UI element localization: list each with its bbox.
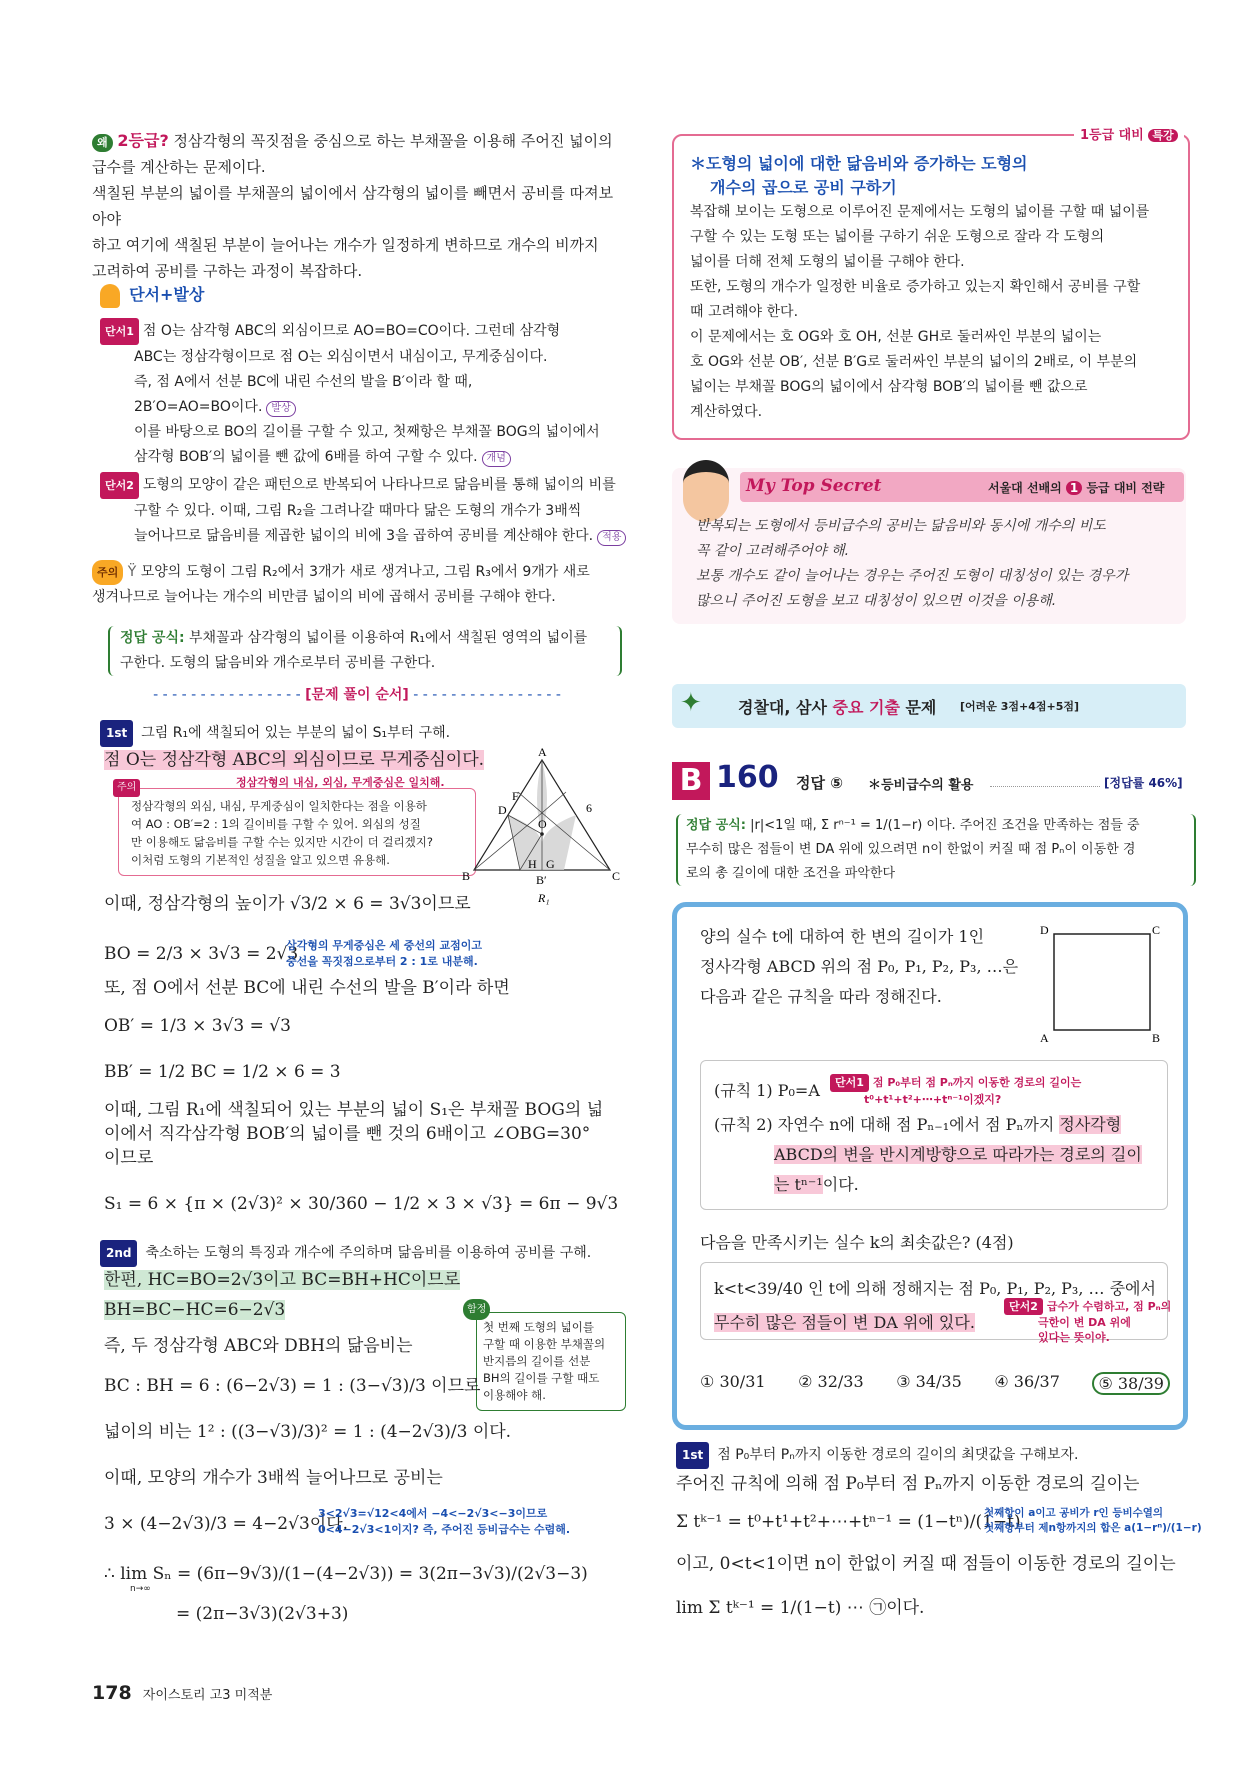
condition-line-1: k<t<39/40 인 t에 의해 정해지는 점 P₀, P₁, P₂, P₃, … 중에서: [714, 1279, 1156, 1298]
tip-line-8: 계산하였다.: [690, 404, 763, 420]
trap-line-4: 이용해야 해.: [483, 1388, 546, 1402]
geo-note-1: 첫째항부터 제n항까지의 합은 a(1−rⁿ)/(1−r): [984, 1522, 1202, 1534]
step1-para-2: 이므로: [104, 1148, 154, 1168]
triangle-figure: [462, 742, 632, 906]
converge-note: [318, 1506, 570, 1538]
choice-1[interactable]: [700, 1372, 766, 1395]
limit-sub: n→∞: [130, 1584, 151, 1594]
sq-label-D: D: [1040, 923, 1049, 937]
label-B-prime: B′: [536, 873, 547, 887]
why-badge: 왜: [92, 134, 113, 152]
stmt-line-2: 다음과 같은 규칙을 따라 정해진다.: [700, 987, 942, 1006]
condition-note-2: 있다는 뜻이야.: [1038, 1331, 1110, 1344]
why-line-1: 급수를 계산하는 문제이다.: [92, 158, 266, 176]
banner-difficulty: [어려운 3점+4점+5점]: [960, 700, 1080, 713]
caution-block: [92, 560, 632, 610]
clue-2-line-2: 늘어나므로 닮음비를 제곱한 넓이의 비에 3을 곱하여 공비를 계산해야 한다.: [134, 528, 594, 544]
tip-line-7: 넓이는 부채꼴 BOG의 넓이에서 삼각형 BOB′의 넓이를 뺀 값으로: [690, 379, 1088, 395]
label-F: F: [512, 789, 519, 803]
clue-header: [100, 282, 204, 308]
y-shape-icon: Ÿ: [127, 564, 137, 580]
step2-hl-1: [104, 1268, 460, 1292]
tip-line-3: 또한, 도형의 개수가 일정한 비율로 증가하고 있는지 확인해서 공비를 구할: [690, 279, 1141, 295]
sol-line-1: 주어진 규칙에 의해 점 P₀부터 점 Pₙ까지 이동한 경로의 길이는: [676, 1474, 1140, 1494]
clue-2-tag: 단서2: [100, 472, 139, 499]
answer-rate: [정답률 46%]: [1104, 776, 1183, 790]
solution-order-title: [문제 풀이 순서]: [305, 687, 409, 703]
choice-2-num: ②: [798, 1372, 813, 1391]
converge-note-0: 3<2√3=√12<4에서 −4<−2√3<−3이므로: [318, 1507, 548, 1520]
rule-note: [830, 1074, 1081, 1108]
step1-line-ob: OB′ = 1/3 × 3√3 = √3: [104, 1016, 291, 1036]
caution-line-0: 모양의 도형이 그림 R₂에서 3개가 새로 생겨나고, 그림 R₃에서 9개가 새로: [140, 564, 590, 580]
trap-line-3: BH의 길이를 구할 때도: [483, 1371, 600, 1385]
clue-1-line-0: 점 O는 삼각형 ABC의 외심이므로 AO=BO=CO이다. 그런데 삼각형: [142, 323, 561, 339]
condition-line-2-text: 무수히 많은 점들이 변 DA 위에 있다.: [714, 1313, 975, 1332]
answer-choices: [700, 1372, 1170, 1395]
answer-label: 정답 ⑤: [796, 774, 843, 792]
tip-line-4: 때 고려해야 한다.: [690, 304, 799, 320]
label-A: A: [538, 745, 547, 759]
step1-text: 그림 R₁에 색칠되어 있는 부분의 넓이 S₁부터 구해.: [141, 725, 451, 741]
dotted-leader: [990, 786, 1100, 787]
clue-1-block: [100, 318, 630, 549]
centroid-note: [286, 938, 482, 970]
section-banner: [672, 684, 1186, 728]
condition-tag: 단서2: [1004, 1298, 1043, 1315]
step2-line-ratio: 즉, 두 정삼각형 ABC와 DBH의 닮음비는: [104, 1336, 413, 1356]
rule-2: [714, 1110, 1164, 1200]
choice-2-value: 32/33: [817, 1372, 864, 1391]
problem-formula-2: 로의 총 길이에 대한 조건을 파악한다: [686, 866, 896, 881]
step1-para-1: 이에서 직각삼각형 BOB′의 넓이를 뺀 것의 6배이고 ∠OBG=30°: [104, 1124, 591, 1144]
square-figure: [1036, 920, 1166, 1050]
rule-2-hl2: ABCD의 변을 반시계방향으로 따라가는 경로의 길이: [774, 1145, 1142, 1164]
choice-3[interactable]: [896, 1372, 962, 1395]
choice-4-num: ④: [994, 1372, 1009, 1391]
problem-statement: [700, 922, 1030, 1012]
secret-line-1: 꼭 같이 고려해주어야 해.: [696, 543, 850, 559]
first-grade-label-text: 1등급 대비: [1080, 128, 1144, 143]
step2-line-bc-bh: BC : BH = 6 : (6−2√3) = 1 : (3−√3)/3 이므로: [104, 1376, 481, 1396]
rule-note-tag: 단서1: [830, 1074, 869, 1092]
question-text: 다음을 만족시키는 실수 k의 최솟값은? (4점): [700, 1233, 1014, 1252]
why-line-4: 고려하여 공비를 구하는 과정이 복잡하다.: [92, 262, 363, 280]
rule-note-1: t⁰+t¹+t²+⋯+tⁿ⁻¹이겠지?: [864, 1093, 1002, 1106]
clue-1-line-4: 이를 바탕으로 BO의 길이를 구할 수 있고, 첫째항은 부채꼴 BOG의 넓이에서: [134, 424, 600, 440]
label-R1: R₁: [538, 891, 550, 905]
clue-1-tag: 단서1: [100, 318, 139, 345]
step1-line-foot: 또, 점 O에서 선분 BC에 내린 수선의 발을 B′이라 하면: [104, 978, 510, 998]
secret-num: 1: [1066, 481, 1082, 495]
rule-2-a: (규칙 2) 자연수 n에 대해 점 Pₙ₋₁에서 점 Pₙ까지: [714, 1115, 1055, 1134]
banner-title-b: 중요 기출: [832, 698, 900, 717]
choice-3-value: 34/35: [915, 1372, 962, 1391]
concept-tag: 개념: [482, 451, 511, 467]
avatar: [680, 460, 732, 520]
sol-step1-header: [676, 1442, 1078, 1469]
why-line-2: 색칠된 부분의 넓이를 부채꼴의 넓이에서 삼각형의 넓이를 빼면서 공비를 따져보아야: [92, 184, 614, 228]
label-C: C: [612, 869, 621, 883]
step1-para-0: 이때, 그림 R₁에 색칠되어 있는 부분의 넓이 S₁은 부채꼴 BOG의 넓: [104, 1100, 604, 1120]
caution-line-1: 생겨나므로 늘어나는 개수의 비만큼 넓이의 비에 곱해서 공비를 구해야 한다.: [92, 589, 556, 605]
stmt-line-0: 양의 실수 t에 대하여 한 변의 길이가 1인: [700, 927, 985, 946]
centroid-note-1: 중선을 꼭짓점으로부터 2 : 1로 내분해.: [286, 955, 478, 968]
why-line-3: 하고 여기에 색칠된 부분이 늘어나는 개수가 일정하게 변하므로 개수의 비까지: [92, 236, 599, 254]
tip-line-5: 이 문제에서는 호 OG와 호 OH, 선분 GH로 둘러싸인 부분의 넓이는: [690, 329, 1102, 345]
choice-5-value: 38/39: [1117, 1374, 1164, 1393]
trap-tag: 함정: [463, 1299, 490, 1320]
why-2nd-grade-section: [92, 128, 622, 284]
solution-order-divider: - - - - - - - - - - - - - - - - [문제 풀이 순서] - - - - - - - - - - - - - - - -: [153, 687, 561, 703]
step1-hl-text: 점 O는 정삼각형 ABC의 외심이므로 무게중심이다.: [104, 750, 485, 770]
choice-4[interactable]: [994, 1372, 1060, 1395]
clue-2-line-0: 도형의 모양이 같은 패턴으로 반복되어 나타나므로 닮음비를 통해 넓이의 비를: [142, 477, 616, 493]
centroid-note-0: 삼각형의 무게중심은 세 중선의 교점이고: [286, 939, 482, 952]
tip-line-0: 복잡해 보이는 도형으로 이루어진 문제에서는 도형의 넓이를 구할 때 넓이를: [690, 204, 1150, 220]
label-B: B: [462, 869, 471, 883]
label-six: 6: [586, 801, 592, 815]
top-secret-header: [740, 472, 1184, 502]
clue-1-line-1: ABC는 정삼각형이므로 점 O는 외심이면서 내심이고, 무게중심이다.: [134, 349, 548, 365]
problem-topic: ＊등비급수의 활용: [868, 778, 974, 793]
step1-line-bb: BB′ = 1/2 BC = 1/2 × 6 = 3: [104, 1062, 341, 1082]
step2-hl1-text: 한편, HC=BO=2√3이고 BC=BH+HC이므로: [104, 1270, 461, 1290]
choice-2[interactable]: [798, 1372, 864, 1395]
tip-title-2: 개수의 곱으로 공비 구하기: [710, 178, 897, 197]
first-grade-label: [1074, 124, 1184, 143]
problem-formula-1: 무수히 많은 점들이 변 DA 위에 있으려면 n이 한없이 커질 때 점 Pₙ이 이동한 경: [686, 842, 1136, 857]
clue-1-line-2: 즉, 점 A에서 선분 BC에 내린 수선의 발을 B′이라 할 때,: [134, 374, 473, 390]
rule-note-0: 점 P₀부터 점 Pₙ까지 이동한 경로의 길이는: [872, 1076, 1082, 1089]
condition-note-0: 급수가 수렴하고, 점 Pₙ의: [1046, 1300, 1172, 1313]
sq-label-B: B: [1152, 1031, 1161, 1045]
banner-title-c: 문제: [899, 698, 937, 717]
sol-line-sum: Σ tᵏ⁻¹ = t⁰+t¹+t²+⋯+tⁿ⁻¹ = (1−tⁿ)/(1−t): [676, 1512, 1021, 1532]
sol-line-limit: lim Σ tᵏ⁻¹ = 1/(1−t) ⋯ ㉠이다.: [676, 1598, 925, 1618]
why-title: 2등급?: [117, 131, 169, 150]
step2-line-final: = (2π−3√3)(2√3+3): [176, 1604, 349, 1624]
problem-letter: B: [672, 762, 710, 800]
step2-line-count: 이때, 모양의 개수가 3배씩 늘어나므로 공비는: [104, 1468, 443, 1488]
clue-title: 단서+발상: [129, 285, 205, 304]
formula-label: 정답 공식:: [120, 630, 185, 646]
choice-1-num: ①: [700, 1372, 715, 1391]
step2-hl-2: [104, 1298, 285, 1322]
geo-note-0: 첫째항이 a이고 공비가 r인 등비수열의: [984, 1507, 1164, 1519]
label-G: G: [546, 857, 555, 871]
problem-formula-box: [676, 814, 1196, 886]
formula-line-0: 부채꼴과 삼각형의 넓이를 이용하여 R₁에서 색칠된 영역의 넓이를: [189, 630, 588, 646]
secret-sub2-text: 등급 대비 전략: [1086, 481, 1165, 495]
secret-line-3: 많으니 주어진 도형을 보고 대칭성이 있으면 이것을 이용해.: [696, 593, 1057, 609]
step1-para: [104, 1098, 634, 1170]
choice-4-value: 36/37: [1013, 1372, 1060, 1391]
tip-line-2: 넓이를 더해 전체 도형의 넓이를 구해야 한다.: [690, 254, 965, 270]
step1-header: [100, 720, 450, 747]
sol-line-3: 이고, 0<t<1이면 n이 한없이 커질 때 점들이 이동한 경로의 길이는: [676, 1554, 1176, 1574]
banner-title-a: 경찰대, 삼사: [738, 698, 833, 717]
apply-tag: 적용: [597, 530, 626, 546]
banner-title: [738, 695, 936, 718]
step1-tag: 1st: [100, 720, 133, 747]
step1-line-s1: S₁ = 6 × {π × (2√3)² × 30/360 − 1/2 × 3 × √3} = 6π − 9√3: [104, 1194, 619, 1214]
step2-line-area: 넓이의 비는 1² : ((3−√3)/3)² = 1 : (4−2√3)/3 이다.: [104, 1422, 512, 1442]
sol-step1-text: 점 P₀부터 Pₙ까지 이동한 경로의 길이의 최댓값을 구해보자.: [717, 1447, 1079, 1463]
book-title: 자이스토리 고3 미적분: [142, 1688, 273, 1703]
label-O: O: [538, 817, 547, 831]
problem-formula-label: 정답 공식:: [686, 818, 746, 833]
warning-line-3: 이처럼 도형의 기본적인 성질을 알고 있으면 유용해.: [131, 853, 390, 867]
rule-2-hl1: 정사각형: [1059, 1115, 1122, 1134]
step1-line-height: 이때, 정삼각형의 높이가 √3/2 × 6 = 3√3이므로: [104, 894, 471, 914]
step2-header: [100, 1240, 591, 1267]
special-badge: 특강: [1148, 129, 1177, 142]
clue-1-line-3: 2B′O=AO=BO이다.: [134, 399, 263, 415]
rule-2-hl3: 는 tⁿ⁻¹: [774, 1175, 823, 1194]
rule-1: (규칙 1) P₀=A: [714, 1081, 820, 1100]
step1-note: 정삼각형의 내심, 외심, 무게중심은 일치해.: [236, 776, 445, 789]
choice-3-num: ③: [896, 1372, 911, 1391]
warning-tag: 주의: [113, 779, 140, 797]
choice-5[interactable]: [1092, 1372, 1170, 1395]
label-H: H: [528, 857, 537, 871]
page-footer: [92, 1682, 272, 1704]
sq-label-C: C: [1152, 923, 1161, 937]
tip-content: [690, 152, 1180, 425]
step1-line-bo: BO = 2/3 × 3√3 = 2√3: [104, 944, 299, 964]
converge-note-1: 0<4−2√3<1이지? 즉, 주어진 등비급수는 수렴해.: [318, 1523, 571, 1536]
condition-line-2: [714, 1310, 975, 1333]
geometric-sum-note: [984, 1506, 1202, 1536]
why-line-0: 정삼각형의 꼭짓점을 중심으로 하는 부채꼴을 이용해 주어진 넓이의: [173, 132, 613, 150]
choice-5-num: ⑤: [1098, 1374, 1113, 1393]
top-secret-title: My Top Secret: [746, 476, 882, 496]
step2-line-ratio-r: 3 × (4−2√3)/3 = 4−2√3이다.: [104, 1514, 349, 1534]
step2-line-limit: ∴ lim Sₙ = (6π−9√3)/(1−(4−2√3)) = 3(2π−3√3)/(2√3−3): [104, 1564, 588, 1584]
page-number: 178: [92, 1682, 132, 1704]
secret-line-0: 반복되는 도형에서 등비급수의 공비는 닮음비와 동시에 개수의 비도: [696, 518, 1106, 534]
trap-line-2: 반지름의 길이를 선분: [483, 1354, 591, 1368]
step2-text: 축소하는 도형의 특징과 개수에 주의하며 닮음비를 이용하여 공비를 구해.: [145, 1245, 592, 1261]
trap-line-0: 첫 번째 도형의 넓이를: [483, 1320, 594, 1334]
secret-sub-text: 서울대 선배의: [988, 481, 1062, 495]
answer-formula-box: [108, 626, 622, 676]
warning-line-0: 정삼각형의 외심, 내심, 무게중심이 일치한다는 점을 이용하: [131, 799, 427, 813]
star-icon: ✦: [680, 688, 702, 718]
sq-label-A: A: [1040, 1031, 1049, 1045]
problem-number: 160: [716, 760, 779, 795]
rule-2-end: 이다.: [822, 1175, 859, 1194]
secret-line-2: 보통 개수도 같이 늘어나는 경우는 주어진 도형이 대칭성이 있는 경우가: [696, 568, 1129, 584]
lightbulb-icon: [100, 284, 120, 308]
step1-highlight: [104, 748, 484, 772]
caution-tag: 주의: [92, 560, 123, 585]
top-secret-sub: [988, 479, 1164, 496]
idea-tag: 발상: [266, 401, 295, 417]
trap-line-1: 구할 때 이용한 부채꼴의: [483, 1337, 606, 1351]
step2-hl2-text: BH=BC−HC=6−2√3: [104, 1300, 286, 1320]
label-D: D: [498, 803, 507, 817]
warning-line-2: 만 이용해도 닮음비를 구할 수는 있지만 시간이 더 걸리겠지?: [131, 835, 433, 849]
tip-line-6: 호 OG와 선분 OB′, 선분 B′G로 둘러싸인 부분의 넓이의 2배로, 이 부분의: [690, 354, 1138, 370]
condition-note-1: 극한이 변 DA 위에: [1038, 1316, 1131, 1329]
stmt-line-1: 정사각형 ABCD 위의 점 P₀, P₁, P₂, P₃, …은: [700, 957, 1019, 976]
top-secret-content: [696, 514, 1176, 614]
clue-2-line-1: 구할 수 있다. 이때, 그림 R₂을 그려나갈 때마다 닮은 도형의 개수가 3배씩: [134, 503, 582, 519]
step2-tag: 2nd: [100, 1240, 137, 1267]
tip-title-1: ＊도형의 넓이에 대한 닮음비와 증가하는 도형의: [690, 154, 1028, 173]
condition-note: [1004, 1298, 1171, 1345]
warning-line-1: 여 AO : OB′=2 : 1의 길이비를 구할 수 있어. 외심의 성질: [131, 817, 421, 831]
trap-box: [467, 1304, 626, 1411]
formula-line-1: 구한다. 도형의 닮음비와 개수로부터 공비를 구한다.: [120, 655, 436, 671]
clue-1-line-5: 삼각형 BOB′의 넓이를 뺀 값에 6배를 하여 구할 수 있다.: [134, 449, 478, 465]
problem-formula-0: |r|<1일 때, Σ rⁿ⁻¹ = 1/(1−r) 이다. 주어진 조건을 만족하는 점들 중: [750, 818, 1140, 833]
sol-step1-tag: 1st: [676, 1442, 709, 1469]
choice-1-value: 30/31: [719, 1372, 766, 1391]
tip-line-1: 구할 수 있는 도형 또는 넓이를 구하기 쉬운 도형으로 잘라 각 도형의: [690, 229, 1105, 245]
